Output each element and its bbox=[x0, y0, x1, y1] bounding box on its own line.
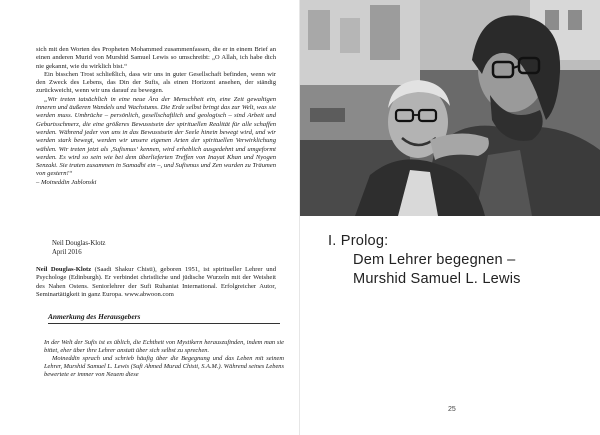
signoff bbox=[52, 240, 105, 257]
editor-note-text bbox=[44, 339, 284, 379]
signoff-name: Neil Douglas-Klotz bbox=[52, 240, 106, 247]
bio-text: (Saadi Shakur Chisti), geboren 1951, ist spiritueller Lehrer und Psychologe (Edinburgh). Er verbindet christliche und jüdische Wurzeln mit der Weisheit des Nahen Ostens. Seniorlehrer der Sufi Ruhaniat International. Erfolgreicher Autor, Seminartätigkeit in ganz Europa. www.abwoon.com bbox=[36, 266, 276, 298]
paragraph: Moineddin sprach und schrieb häufig über die Begegnung und das Leben mit seinem Lehrer, Murshid Samuel L. Lewis (Sufi Ahmed Murad Chisti, S.A.M.). Während seines Lebens bewertete er immer von Neuem diese bbox=[44, 355, 284, 379]
chapter-title bbox=[328, 232, 590, 289]
paragraph: Ein bisschen Trost schließlich, dass wir uns in guter Gesellschaft befinden, wenn wir den Zweck des Lebens, das Din der Sufis, als einen Horizont ansehen, der ständig zurückweicht, wenn wir uns darauf zu bewegen. bbox=[36, 70, 276, 95]
right-page bbox=[300, 0, 600, 435]
body-text bbox=[36, 46, 276, 187]
signoff-date: April 2016 bbox=[52, 248, 82, 256]
photo-illustration bbox=[300, 0, 600, 216]
quote-text: „Wir treten tatsächlich in eine neue Ära der Menschheit ein, eine Zeit gewaltigen inneren und äußeren Wandels und Wachstums. Die Erde selbst bringt das zur Welt, was sie werden muss. Umbrüche – persönlich, gesellschaftlich und geologisch – sind Arbeit und Geburtsschmerz, die eine größeres Bewusstsein der spirituellen Realität für alle schaffen werden. Während jeder von uns in das Bewusstsein der Seele hinein bewegt wird, und wir werden stark bewegt, werden wir unsere eigenen Arten der spirituellen Verwirklichung wählen. Wir treten jetzt als ‚Sufismus‘ kennen, wird erheblich ausgedehnt und umgeformt werden. Es wird so sein wie bei dem überlieferten Treffen von Inayat Khan und Nyogen Senzaki. Sie traten zusammen in Samadhi ein –, und Sufismus und Zen wurden zu Träumen von gestern!“ bbox=[36, 95, 276, 178]
paragraph: In der Welt der Sufis ist es üblich, die Echtheit von Mystikern herauszufinden, indem man sie bittet, eher über ihre Lehrer anstatt über sich selbst zu sprechen. bbox=[44, 339, 284, 355]
paragraph: sich mit den Worten des Propheten Mohammed zusammenfassen, die er in einem Brief an einen anderen Murid von Murshid Samuel Lewis so umschreibt: „O Allah, ich habe dich nie gekannt, wie du wirklich bist.“ bbox=[36, 46, 276, 70]
page-number: 25 bbox=[448, 406, 456, 413]
chapter-title-line-1: I. Prolog: bbox=[328, 233, 389, 249]
author-bio bbox=[36, 266, 276, 299]
chapter-title-line-2: Dem Lehrer begegnen – bbox=[353, 252, 516, 268]
bio-name: Neil Douglas-Klotz bbox=[36, 266, 92, 273]
quote-attribution: – Moineddin Jablonski bbox=[36, 178, 97, 186]
photo bbox=[300, 0, 600, 216]
chapter-title-line-3: Murshid Samuel L. Lewis bbox=[353, 271, 521, 287]
editor-note-heading: Anmerkung des Herausgebers bbox=[48, 312, 141, 321]
editor-note-rule bbox=[48, 323, 280, 324]
